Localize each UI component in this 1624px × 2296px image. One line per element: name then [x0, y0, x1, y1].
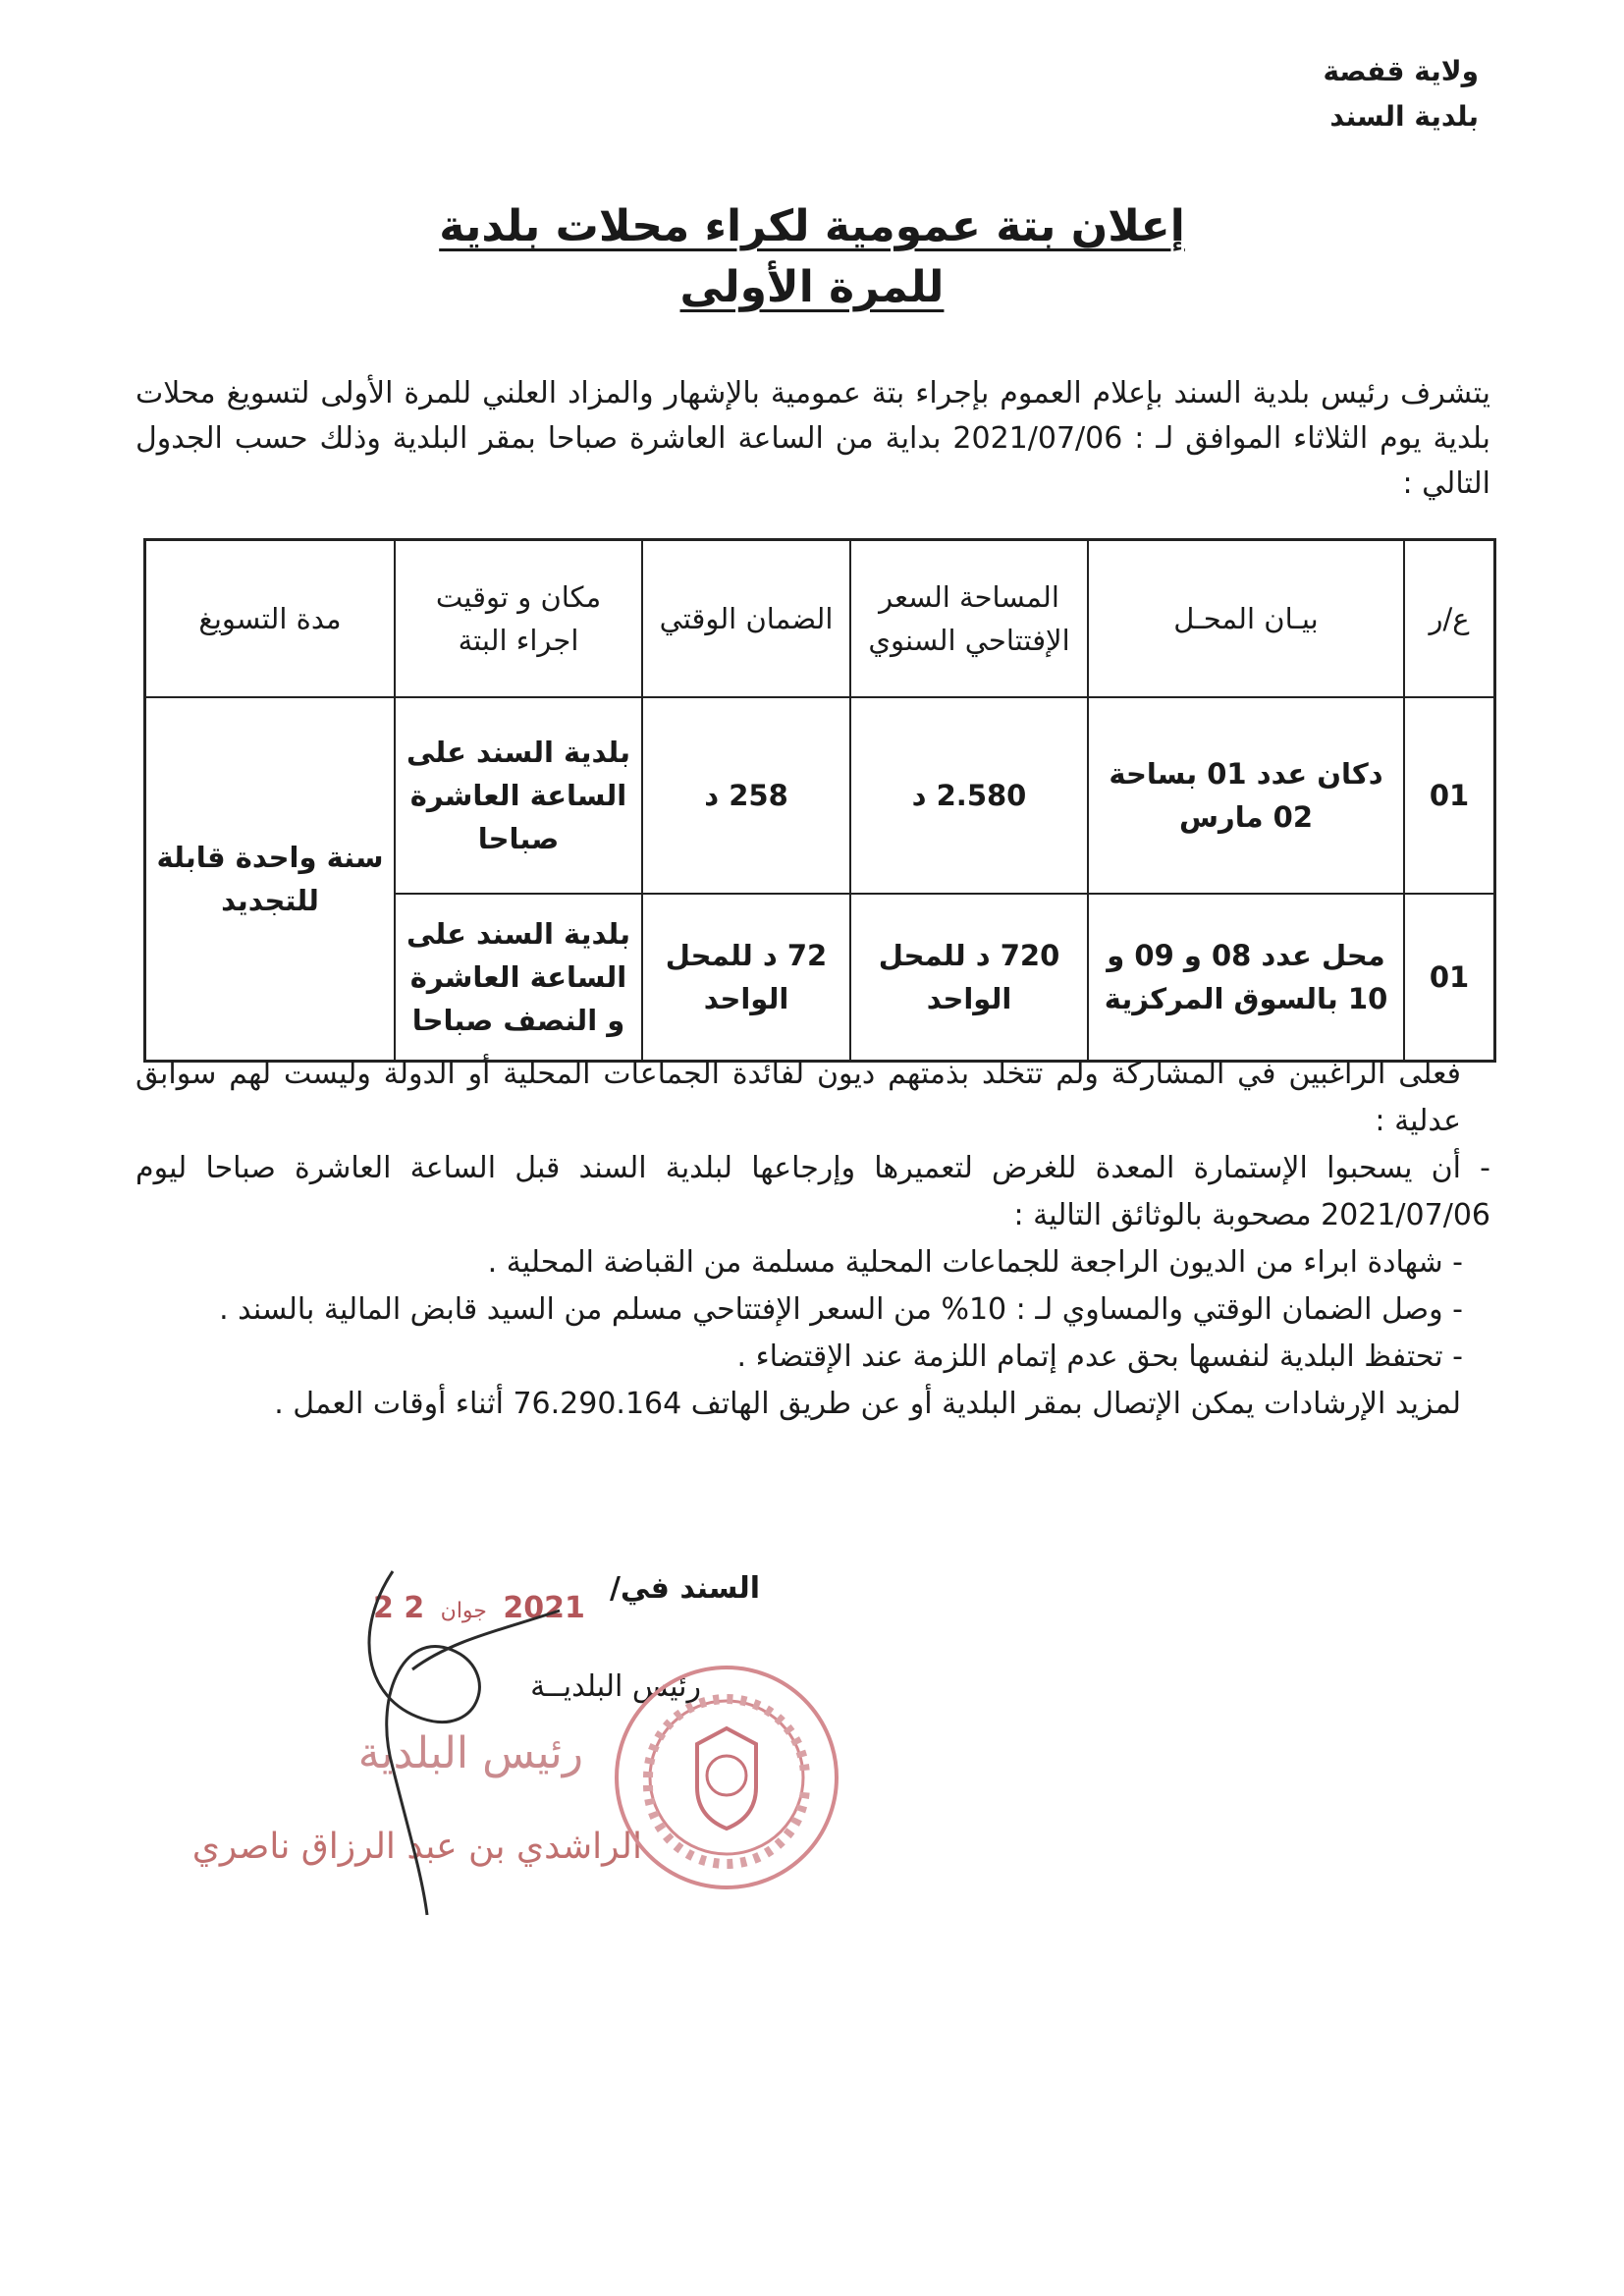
table-header-row [145, 540, 1495, 698]
signature-place: السند في/ [609, 1571, 760, 1606]
header-guarantee: الضمان الوقتي [642, 540, 850, 698]
reservation-note: - تحتفظ البلدية لنفسها بحق عدم إتمام اللزمة عند الإقتضاء . [736, 1339, 1463, 1374]
cell-place: بلدية السند على الساعة العاشرة و النصف صباحا [395, 894, 642, 1062]
cell-duration: سنة واحدة قابلة للتجديد [145, 697, 396, 1062]
conditions-section [135, 1051, 1490, 1428]
header-num: ع/ر [1404, 540, 1495, 698]
title-line-2: للمرة الأولى [679, 262, 945, 312]
header-duration: مدة التسويغ [145, 540, 396, 698]
premises-table [143, 538, 1496, 1063]
municipality-line: بلدية السند [1329, 100, 1479, 133]
table-row [145, 697, 1495, 894]
withdraw-form-paragraph: - أن يسحبوا الإستمارة المعدة للغرض لتعميرها وإرجاعها لبلدية السند قبل الساعة العاشرة صباحا ليوم 2021/07/06 مصحوبة بالوثائق التالية : [135, 1151, 1490, 1232]
cell-desc: محل عدد 08 و 09 و 10 بالسوق المركزية [1088, 894, 1404, 1062]
cell-desc: دكان عدد 01 بساحة 02 مارس [1088, 697, 1404, 894]
date-stamp-month: جوان [440, 1599, 487, 1623]
title-line-1: إعلان بتة عمومية لكراء محلات بلدية [439, 201, 1185, 251]
stamp-role-text: رئيس البلدية [357, 1728, 583, 1778]
header-place: مكان و توقيت اجراء البتة [395, 540, 642, 698]
header-price: المساحة السعر الإفتتاحي السنوي [850, 540, 1088, 698]
cell-price: 720 د للمحل الواحد [850, 894, 1088, 1062]
governorate-line: ولاية قفصة [1323, 55, 1479, 87]
required-doc-1: - شهادة ابراء من الديون الراجعة للجماعات المحلية مسلمة من القباضة المحلية . [487, 1245, 1463, 1280]
required-doc-2: - وصل الضمان الوقتي والمساوي لـ : 10% من السعر الإفتتاحي مسلم من السيد قابض المالية بالسند . [219, 1292, 1463, 1327]
stamp-name-text: الراشدي بن عبد الرزاق ناصري [191, 1827, 642, 1867]
cell-num: 01 [1404, 894, 1495, 1062]
eligibility-paragraph: فعلى الراغبين في المشاركة ولم تتخلد بذمتهم ديون لفائدة الجماعات المحلية أو الدولة وليست لهم سوابق عدلية : [135, 1057, 1461, 1138]
document-title [0, 196, 1624, 318]
header-desc: بيـان المحـل [1088, 540, 1404, 698]
handwritten-signature-icon [334, 1552, 569, 1925]
contact-paragraph: لمزيد الإرشادات يمكن الإتصال بمقر البلدية أو عن طريق الهاتف 76.290.164 أثناء أوقات العمل . [274, 1387, 1461, 1421]
date-stamp-day: 2 2 [373, 1591, 425, 1625]
cell-num: 01 [1404, 697, 1495, 894]
intro-paragraph: يتشرف رئيس بلدية السند بإعلام العموم بإجراء بتة عمومية بالإشهار والمزاد العلني للمرة الأولى لتسويغ محلات بلدية يوم الثلاثاء الموافق لـ : 2021/07/06 بداية من الساعة العاشرة صباحا بمقر البلدية وذلك حسب الجدول التالي : [135, 376, 1490, 501]
municipal-seal-icon [609, 1660, 844, 1895]
date-stamp-year: 2021 [503, 1591, 585, 1625]
signature-role: رئيس البلديــة [530, 1669, 701, 1704]
cell-guarantee: 72 د للمحل الواحد [642, 894, 850, 1062]
cell-price: 2.580 د [850, 697, 1088, 894]
cell-guarantee: 258 د [642, 697, 850, 894]
cell-place: بلدية السند على الساعة العاشرة صباحا [395, 697, 642, 894]
issuer-header [1323, 49, 1479, 139]
